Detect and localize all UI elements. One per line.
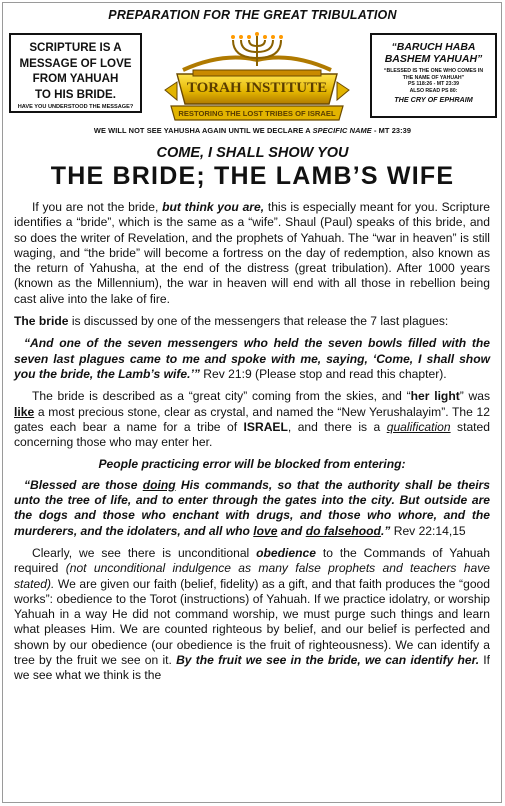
paragraph-obedience: Clearly, we see there is unconditional obedience to the Commands of Yahuah required (not unconditional indulgence as many false prophets and teachers have stated). We are given our faith (belief, fidelity) as a gift, and that faith produces the “good works”: obedience to the Torot (instructions) of Yahuah. If we practice idolatry, or worship Yahuah in a way He did not command worship, we must purge such things and learn what pleases Him. We are counted righteous by belief, and our belief is perfected and shown by our obedience (our obedience is the fruit of righteousness). We can identify a tree by the fruit we see on it. By the fruit we see in the bride, we can identify her. If we see what we think is the [14, 545, 490, 683]
paragraph-bride-discussed: The bride is discussed by one of the messengers that release the 7 last plagues: [14, 314, 449, 329]
paragraph-intro: If you are not the bride, but think you are, this is especially meant for you. Scripture identifies a “bride”, which is the same as a “wife”. Shaul (Paul) speaks of this bride, and so does the writer of Revelation, and the prophets of Yahuah. The “war in heaven” is still waging, and “the bride” will become a fortress on the day of redemption, also known as the return of Yahusha, at the end of the distress (great tribulation). After 1000 years (known as the Millennium), the war in heaven will end with all those in rebellion being cast alive into the lake of fire. [14, 200, 491, 306]
subtitle: COME, I SHALL SHOW YOU [156, 145, 349, 161]
box-question: HAVE YOU UNDERSTOOD THE MESSAGE? [17, 104, 134, 110]
greeting-line-1: “BARUCH HABA [391, 41, 476, 53]
box-line: SCRIPTURE IS A [29, 41, 122, 54]
paragraph-great-city: The bride is described as a “great city” coming from the skies, and “her light” was like a most precious stone, clear as crystal, and named the “New Yerushalayim”. The 12 gates each bear a name for a tribe of ISRAEL, and there is a qualification stated concerning those who may enter her. [14, 389, 491, 450]
box-line: MESSAGE OF LOVE [19, 56, 132, 70]
page-top-title: PREPARATION FOR THE GREAT TRIBULATION [108, 8, 397, 22]
greeting-line-2: BASHEM YAHUAH” [384, 53, 483, 65]
blessing-line-2: THE NAME OF YAHUAH” [402, 74, 465, 81]
blessing-reference: PS 118:26 - MT 23:39 [407, 81, 460, 87]
box-line: FROM YAHUAH [32, 72, 119, 85]
baruch-haba-box [370, 33, 497, 118]
scripture-message-box [9, 33, 142, 113]
torah-institute-logo [163, 30, 351, 122]
also-read: ALSO READ PS 80: [409, 87, 458, 94]
blessing-line-1: “BLESSED IS THE ONE WHO COMES IN [383, 68, 484, 74]
logo-tagline: RESTORING THE LOST TRIBES OF ISRAEL [178, 109, 336, 118]
menorah-icon [233, 36, 281, 66]
quote-rev-21-9: “And one of the seven messengers who held the seven bowls filled with the seven last plagues came to me and spoke with me, saying, ‘Come, I shall show you the bride, the Lamb’s wife.’” Rev 21:9 (Please stop and read this chapter). [14, 336, 490, 381]
article-body [14, 200, 490, 691]
box-line: TO HIS BRIDE. [35, 87, 116, 101]
specific-name-notice: WE WILL NOT SEE YAHUSHA AGAIN UNTIL WE DECLARE A SPECIFIC NAME - MT 23:39 [93, 126, 412, 135]
section-heading: People practicing error will be blocked from entering: [98, 457, 406, 472]
cry-of-ephraim: THE CRY OF EPHRAIM [394, 95, 473, 104]
logo-name: TORAH INSTITUTE [186, 80, 328, 96]
headline: THE BRIDE; THE LAMB’S WIFE [50, 162, 455, 190]
quote-rev-22-14: “Blessed are those doing His commands, so that the authority shall be theirs unto the tree of life, and to enter through the gates into the city. But outside are the dogs and those who enchant with drugs, and those who whore, and the murderers, and the idolaters, and all who love and do falsehood.” Rev 22:14,15 [14, 477, 490, 538]
